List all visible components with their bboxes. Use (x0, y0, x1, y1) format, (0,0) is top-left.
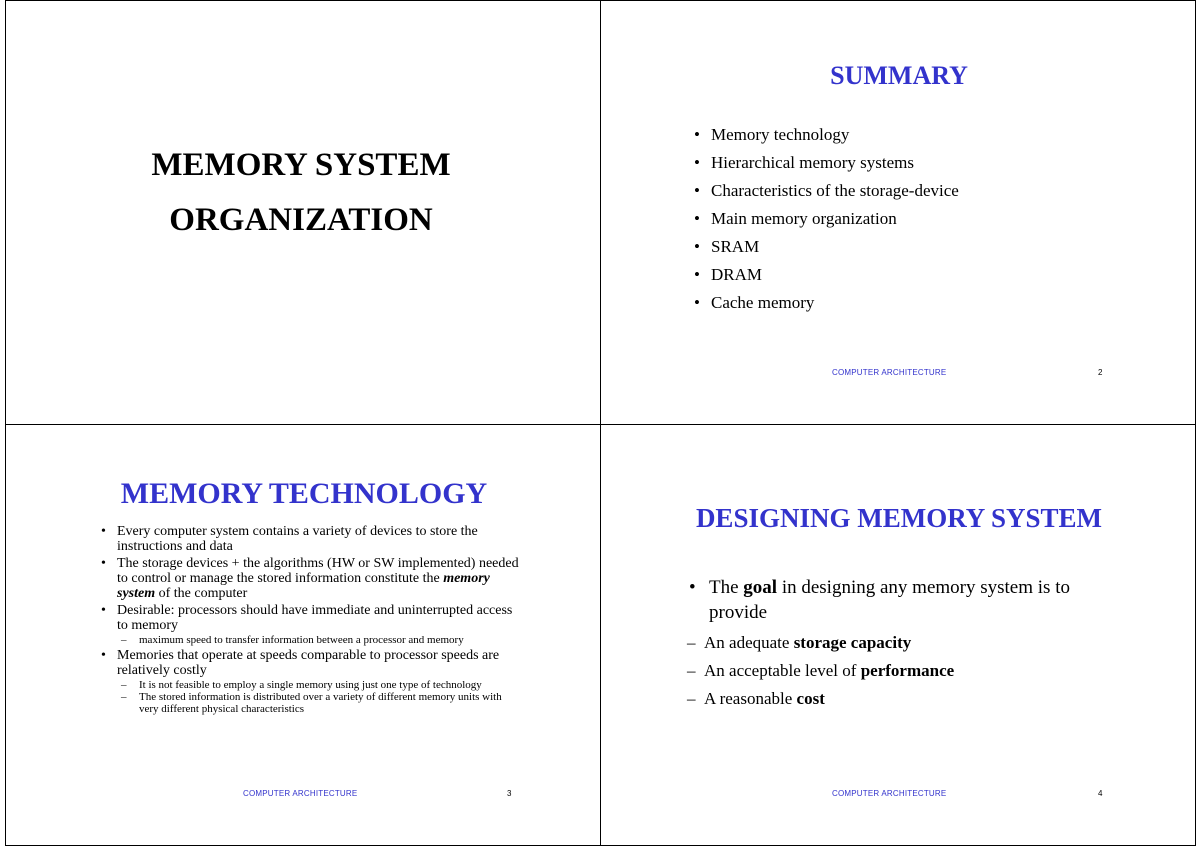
slide-1-title (6, 138, 596, 248)
summary-item: • Memory technology (694, 121, 959, 149)
goal-sub-item: – An adequate storage capacity (687, 629, 1107, 657)
summary-item: • DRAM (694, 261, 959, 289)
slide-1 (5, 0, 601, 425)
slide-footer: COMPUTER ARCHITECTURE (243, 789, 358, 798)
slide-3-title: MEMORY TECHNOLOGY (120, 477, 488, 510)
bullet-item: • Memories that operate at speeds comparable to processor speeds are relatively costly – It is not feasible to employ a single memory using just one type of technology – The stored information is distributed over a variety of different memory units with very different physical characteristics (99, 648, 519, 715)
sub-list (121, 634, 519, 646)
summary-item: • Characteristics of the storage-device (694, 177, 959, 205)
slide-footer: COMPUTER ARCHITECTURE (832, 368, 947, 377)
goal-sub-item: – A reasonable cost (687, 685, 1107, 713)
sub-list (121, 679, 519, 715)
technology-list (99, 524, 519, 717)
summary-list (694, 121, 959, 317)
sub-item: – maximum speed to transfer information between a processor and memory (121, 634, 519, 646)
summary-item: • Main memory organization (694, 205, 959, 233)
goal-sub-item: – An acceptable level of performance (687, 657, 1107, 685)
page-number: 4 (1098, 789, 1103, 798)
slide-3 (5, 424, 601, 846)
goal-sub-list (687, 629, 1107, 713)
slide-2-title: SUMMARY (830, 61, 968, 90)
goal-bullet: • The goal in designing any memory system is to provide (687, 575, 1107, 625)
sub-item: – It is not feasible to employ a single memory using just one type of technology (121, 679, 519, 691)
design-goal-block (687, 575, 1107, 713)
summary-item: • Cache memory (694, 289, 959, 317)
slide-4-title: DESIGNING MEMORY SYSTEM (695, 503, 1103, 533)
page-number: 3 (507, 789, 512, 798)
bullet-item: • Desirable: processors should have immediate and uninterrupted access to memory – maximum speed to transfer information between a processor and memory (99, 603, 519, 646)
bullet-item: • Every computer system contains a variety of devices to store the instructions and data (99, 524, 519, 554)
slide-4 (600, 424, 1196, 846)
summary-item: • SRAM (694, 233, 959, 261)
memory-system-emphasis: memory system (117, 571, 490, 601)
slide-footer: COMPUTER ARCHITECTURE (832, 789, 947, 798)
slide-2 (600, 0, 1196, 425)
sub-item: – The stored information is distributed over a variety of different memory units with very different physical characteristics (121, 691, 519, 715)
bullet-item: • The storage devices + the algorithms (HW or SW implemented) needed to control or manage the stored information constitute the memory system of the computer (99, 556, 519, 601)
title-line-2: ORGANIZATION (169, 202, 433, 238)
title-line-1: MEMORY SYSTEM (151, 147, 451, 183)
page-number: 2 (1098, 368, 1103, 377)
summary-item: • Hierarchical memory systems (694, 149, 959, 177)
